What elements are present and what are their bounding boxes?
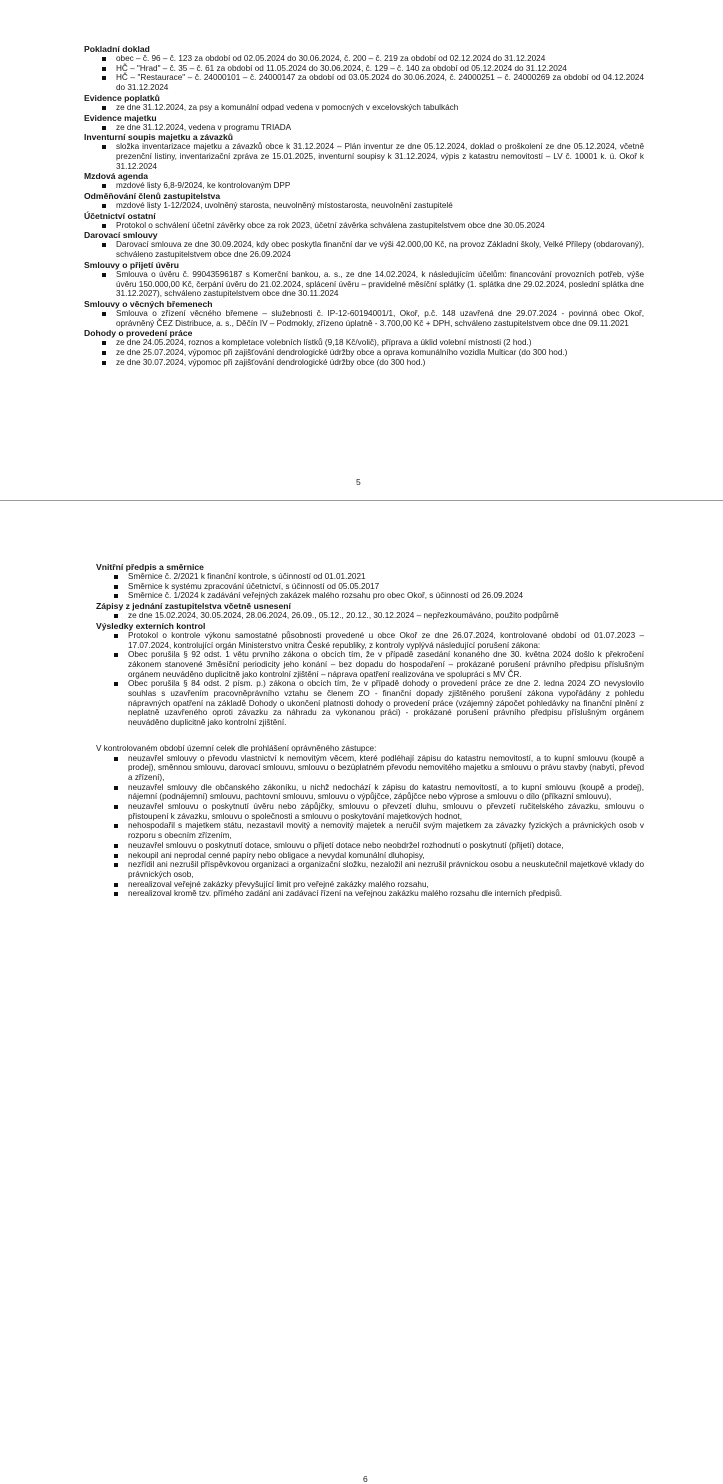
page-5-content [84, 44, 644, 367]
bullet-list [84, 240, 644, 259]
section [96, 601, 644, 621]
page-5 [0, 0, 723, 500]
bullet-list [84, 54, 644, 93]
bullet-list [84, 181, 644, 191]
list-item: ze dne 15.02.2024, 30.05.2024, 28.06.2024, 26.09., 05.12., 20.12., 30.12.2024 – nepřezkoumáváno, použito podpůrně [96, 611, 644, 621]
page-number: 5 [356, 477, 361, 487]
list-item: HČ – "Restaurace" – č. 24000101 – č. 24000147 za období od 03.05.2024 do 30.06.2024, č. 24000251 – č. 24000269 za období od 04.12.2024 do 31.12.2024 [84, 73, 644, 92]
list-item: obec – č. 96 – č. 123 za období od 02.05.2024 do 30.06.2024, č. 200 – č. 219 za období od 02.12.2024 do 31.12.2024 [84, 54, 644, 64]
page-6-content [96, 562, 644, 899]
section [84, 260, 644, 299]
list-item: složka inventarizace majetku a závazků obce k 31.12.2024 – Plán inventur ze dne 05.12.2024, doklad o proškolení ze dne 05.12.2024, včetně prezenční listiny, inventarizační zpráva ze 15.01.2025, inventurní soupisy k 31.12.2024, výpis z katastru nemovitostí – LV č. 10001 k. ú. Okoř k 31.12.2024 [84, 142, 644, 171]
section [84, 132, 644, 171]
list-item: nerealizoval veřejné zakázky převyšující limit pro veřejné zakázky malého rozsahu, [96, 880, 644, 890]
page-6-sections [96, 562, 644, 728]
section [84, 171, 644, 191]
section-heading: Zápisy z jednání zastupitelstva včetně usnesení [96, 601, 291, 612]
list-item: Smlouva o zřízení věcného břemene – služebnosti č. IP-12-60194001/1, Okoř, p.č. 148 uzavřená dne 29.07.2024 - povinná obec Okoř, oprávněný ČEZ Distribuce, a. s., Děčín IV – Podmokly, zřízeno úplatně - 3.700,00 Kč + DPH, schváleno zastupitelstvem obce dne 09.11.2021 [84, 309, 644, 328]
section [84, 191, 644, 211]
bullet-list [96, 611, 644, 621]
bullet-list [84, 142, 644, 171]
section-heading: Dohody o provedení práce [84, 328, 193, 339]
section-heading: Smlouvy o věcných břemenech [84, 298, 213, 309]
page-6 [0, 506, 723, 1484]
bullet-list [96, 631, 644, 728]
section-heading: Evidence majetku [84, 112, 157, 123]
section-heading: Odměňování členů zastupitelstva [84, 191, 221, 202]
bullet-list [84, 270, 644, 299]
bullet-list [96, 572, 644, 601]
list-item: HČ – "Hrad" – č. 35 – č. 61 za období od 11.05.2024 do 30.06.2024, č. 129 – č. 140 za období od 05.12.2024 do 31.12.2024 [84, 64, 644, 74]
list-item: nekoupil ani neprodal cenné papíry nebo obligace a nevydal komunální dluhopisy, [96, 851, 644, 861]
list-item: Obec porušila § 84 odst. 2 písm. p.) zákona o obcích tím, že v případě dohody o provedení práce ze dne 2. ledna 2024 ZO nevyslovilo souhlas s uzavřením pracovněprávního vztahu se členem ZO - finanční dopady zjištěného porušení zákona vypořádány z pohledu nápravných opatření na základě Dohody o ukončení platnosti dohody o provedení práce (vzájemný zápočet pohledávky na finanční plnění z neplatně uzavřeného oproti závazku za náhradu za vykonanou práci) - prokázané porušení právního předpisu příslušným orgánem neuváděno duplicitně jako kontrolní zjištění. [96, 679, 644, 728]
page-number: 6 [363, 1474, 368, 1484]
section [96, 562, 644, 601]
list-item: ze dne 31.12.2024, vedena v programu TRIADA [84, 123, 644, 133]
bullet-list [84, 103, 644, 113]
list-item: neuzavřel smlouvy dle občanského zákoníku, u nichž nedochází k zápisu do katastru nemovitostí, a to kupní smlouvu (koupě a prodej), nájemní (podnájemní) smlouvu, pachtovní smlouvu, smlouvu o výpůjčce, zápůjčce nebo výprose a smlouvu o dílo (příkazní smlouvu), [96, 783, 644, 802]
list-item: Obec porušila § 92 odst. 1 větu prvního zákona o obcích tím, že v případě zasedání konaného dne 30. května 2024 došlo k překročení zákonem stanovené 3měsíční periodicity jeho konání – bez dopadu do hospodaření – prokázané porušení právního předpisu příslušným orgánem neuváděno duplicitně jako kontrolní zjištění – náprava opatření realizována ve spolupráci s MV ČR. [96, 650, 644, 679]
section [84, 113, 644, 133]
section [84, 299, 644, 328]
list-item: nehospodařil s majetkem státu, nezastavil movitý a nemovitý majetek a neručil svým majetkem za závazky fyzických a právnických osob v rozporu s obecním zřízením, [96, 821, 644, 840]
declaration-list [96, 754, 644, 900]
section-heading: Inventurní soupis majetku a závazků [84, 132, 234, 143]
list-item: mzdové listy 6,8-9/2024, ke kontrolovaným DPP [84, 181, 644, 191]
section-heading: Účetnictví ostatní [84, 210, 156, 221]
bullet-list [84, 309, 644, 328]
list-item: mzdové listy 1-12/2024, uvolněný starosta, neuvolněný místostarosta, neuvolnění zastupitelé [84, 201, 644, 211]
section-heading: Evidence poplatků [84, 92, 160, 103]
list-item: ze dne 24.05.2024, roznos a kompletace volebních lístků (9,18 Kč/volič), příprava a úklid volební místnosti (2 hod.) [84, 338, 644, 348]
bullet-list [84, 201, 644, 211]
section [96, 621, 644, 728]
list-item: Směrnice č. 2/2021 k finanční kontrole, s účinností od 01.01.2021 [96, 572, 644, 582]
declaration-intro: V kontrolovaném období územní celek dle prohlášení oprávněného zástupce: [96, 743, 377, 753]
section-heading: Darovací smlouvy [84, 230, 158, 241]
section-heading: Pokladní doklad [84, 44, 150, 54]
list-item: Směrnice č. 1/2024 k zadávání veřejných zakázek malého rozsahu pro obec Okoř, s účinností od 26.09.2024 [96, 591, 644, 601]
section [84, 44, 644, 93]
bullet-list [84, 123, 644, 133]
list-item: Směrnice k systému zpracování účetnictví, s účinností od 05.05.2017 [96, 582, 644, 592]
list-item: ze dne 25.07.2024, výpomoc při zajišťování dendrologické údržby obce a oprava komunálního vozidla Multicar (do 300 hod.) [84, 348, 644, 358]
section-heading: Výsledky externích kontrol [96, 620, 206, 631]
section-heading: Mzdová agenda [84, 171, 148, 182]
list-item: neuzavřel smlouvu o poskytnutí úvěru nebo zápůjčky, smlouvu o převzetí dluhu, smlouvu o převzetí ručitelského závazku, smlouvu o přistoupení k závazku, smlouvu o společnosti a smlouvu o poskytování majetkových hodnot, [96, 802, 644, 821]
list-item: Protokol o kontrole výkonu samostatné působnosti provedené u obce Okoř ze dne 26.07.2024, kontrolované období od 01.07.2023 – 17.07.2024, kontrolující orgán Ministerstvo vnitra České republiky, z kontroly vyplývá následující porušení zákona: [96, 631, 644, 650]
section [84, 230, 644, 259]
list-item: Darovací smlouva ze dne 30.09.2024, kdy obec poskytla finanční dar ve výši 42.000,00 Kč, na provoz Základní školy, Velké Přílepy (obdarovaný), schváleno zastupitelstvem obce dne 26.09.2024 [84, 240, 644, 259]
section-heading: Smlouvy o přijetí úvěru [84, 259, 180, 270]
list-item: Protokol o schválení účetní závěrky obce za rok 2023, účetní závěrka schválena zastupitelstvem obce dne 30.05.2024 [84, 221, 644, 231]
list-item: ze dne 31.12.2024, za psy a komunální odpad vedena v pomocných v excelovských tabulkách [84, 103, 644, 113]
bullet-list [84, 338, 644, 367]
list-item: nezřídil ani nezrušil příspěvkovou organizaci a organizační složku, nezaložil ani nezrušil právnickou osobu a neuskutečnil majetkové vklady do právnických osob, [96, 860, 644, 879]
list-item: nerealizoval kromě tzv. přímého zadání ani zadávací řízení na veřejnou zakázku malého rozsahu dle interních předpisů. [96, 889, 644, 899]
section [84, 93, 644, 113]
section-heading: Vnitřní předpis a směrnice [96, 562, 204, 572]
bullet-list [84, 221, 644, 231]
list-item: Smlouva o úvěru č. 99043596187 s Komerční bankou, a. s., ze dne 14.02.2024, k následujícím účelům: financování provozních potřeb, výše úvěru 150.000,00 Kč, čerpání úvěru do 21.02.2024, splácení úvěru – pravidelné měsíční splátky (1. splátka dne 29.02.2024, poslední splátka dne 31.12.2027), schváleno zastupitelstvem obce dne 30.11.2024 [84, 270, 644, 299]
list-item: neuzavřel smlouvu o poskytnutí dotace, smlouvu o přijetí dotace nebo neobdržel rozhodnutí o poskytnutí (přijetí) dotace, [96, 841, 644, 851]
list-item: neuzavřel smlouvy o převodu vlastnictví k nemovitým věcem, které podléhají zápisu do katastru nemovitostí, a to kupní smlouvu (koupě a prodej), směnnou smlouvu, darovací smlouvu, smlouvu o bezúplatném převodu nemovitého majetku a smlouvu o právu stavby (nabytí, převod a zřízení), [96, 754, 644, 783]
section [84, 328, 644, 367]
section [84, 211, 644, 231]
spacer [96, 728, 644, 742]
list-item: ze dne 30.07.2024, výpomoc při zajišťování dendrologické údržby obce (do 300 hod.) [84, 358, 644, 368]
